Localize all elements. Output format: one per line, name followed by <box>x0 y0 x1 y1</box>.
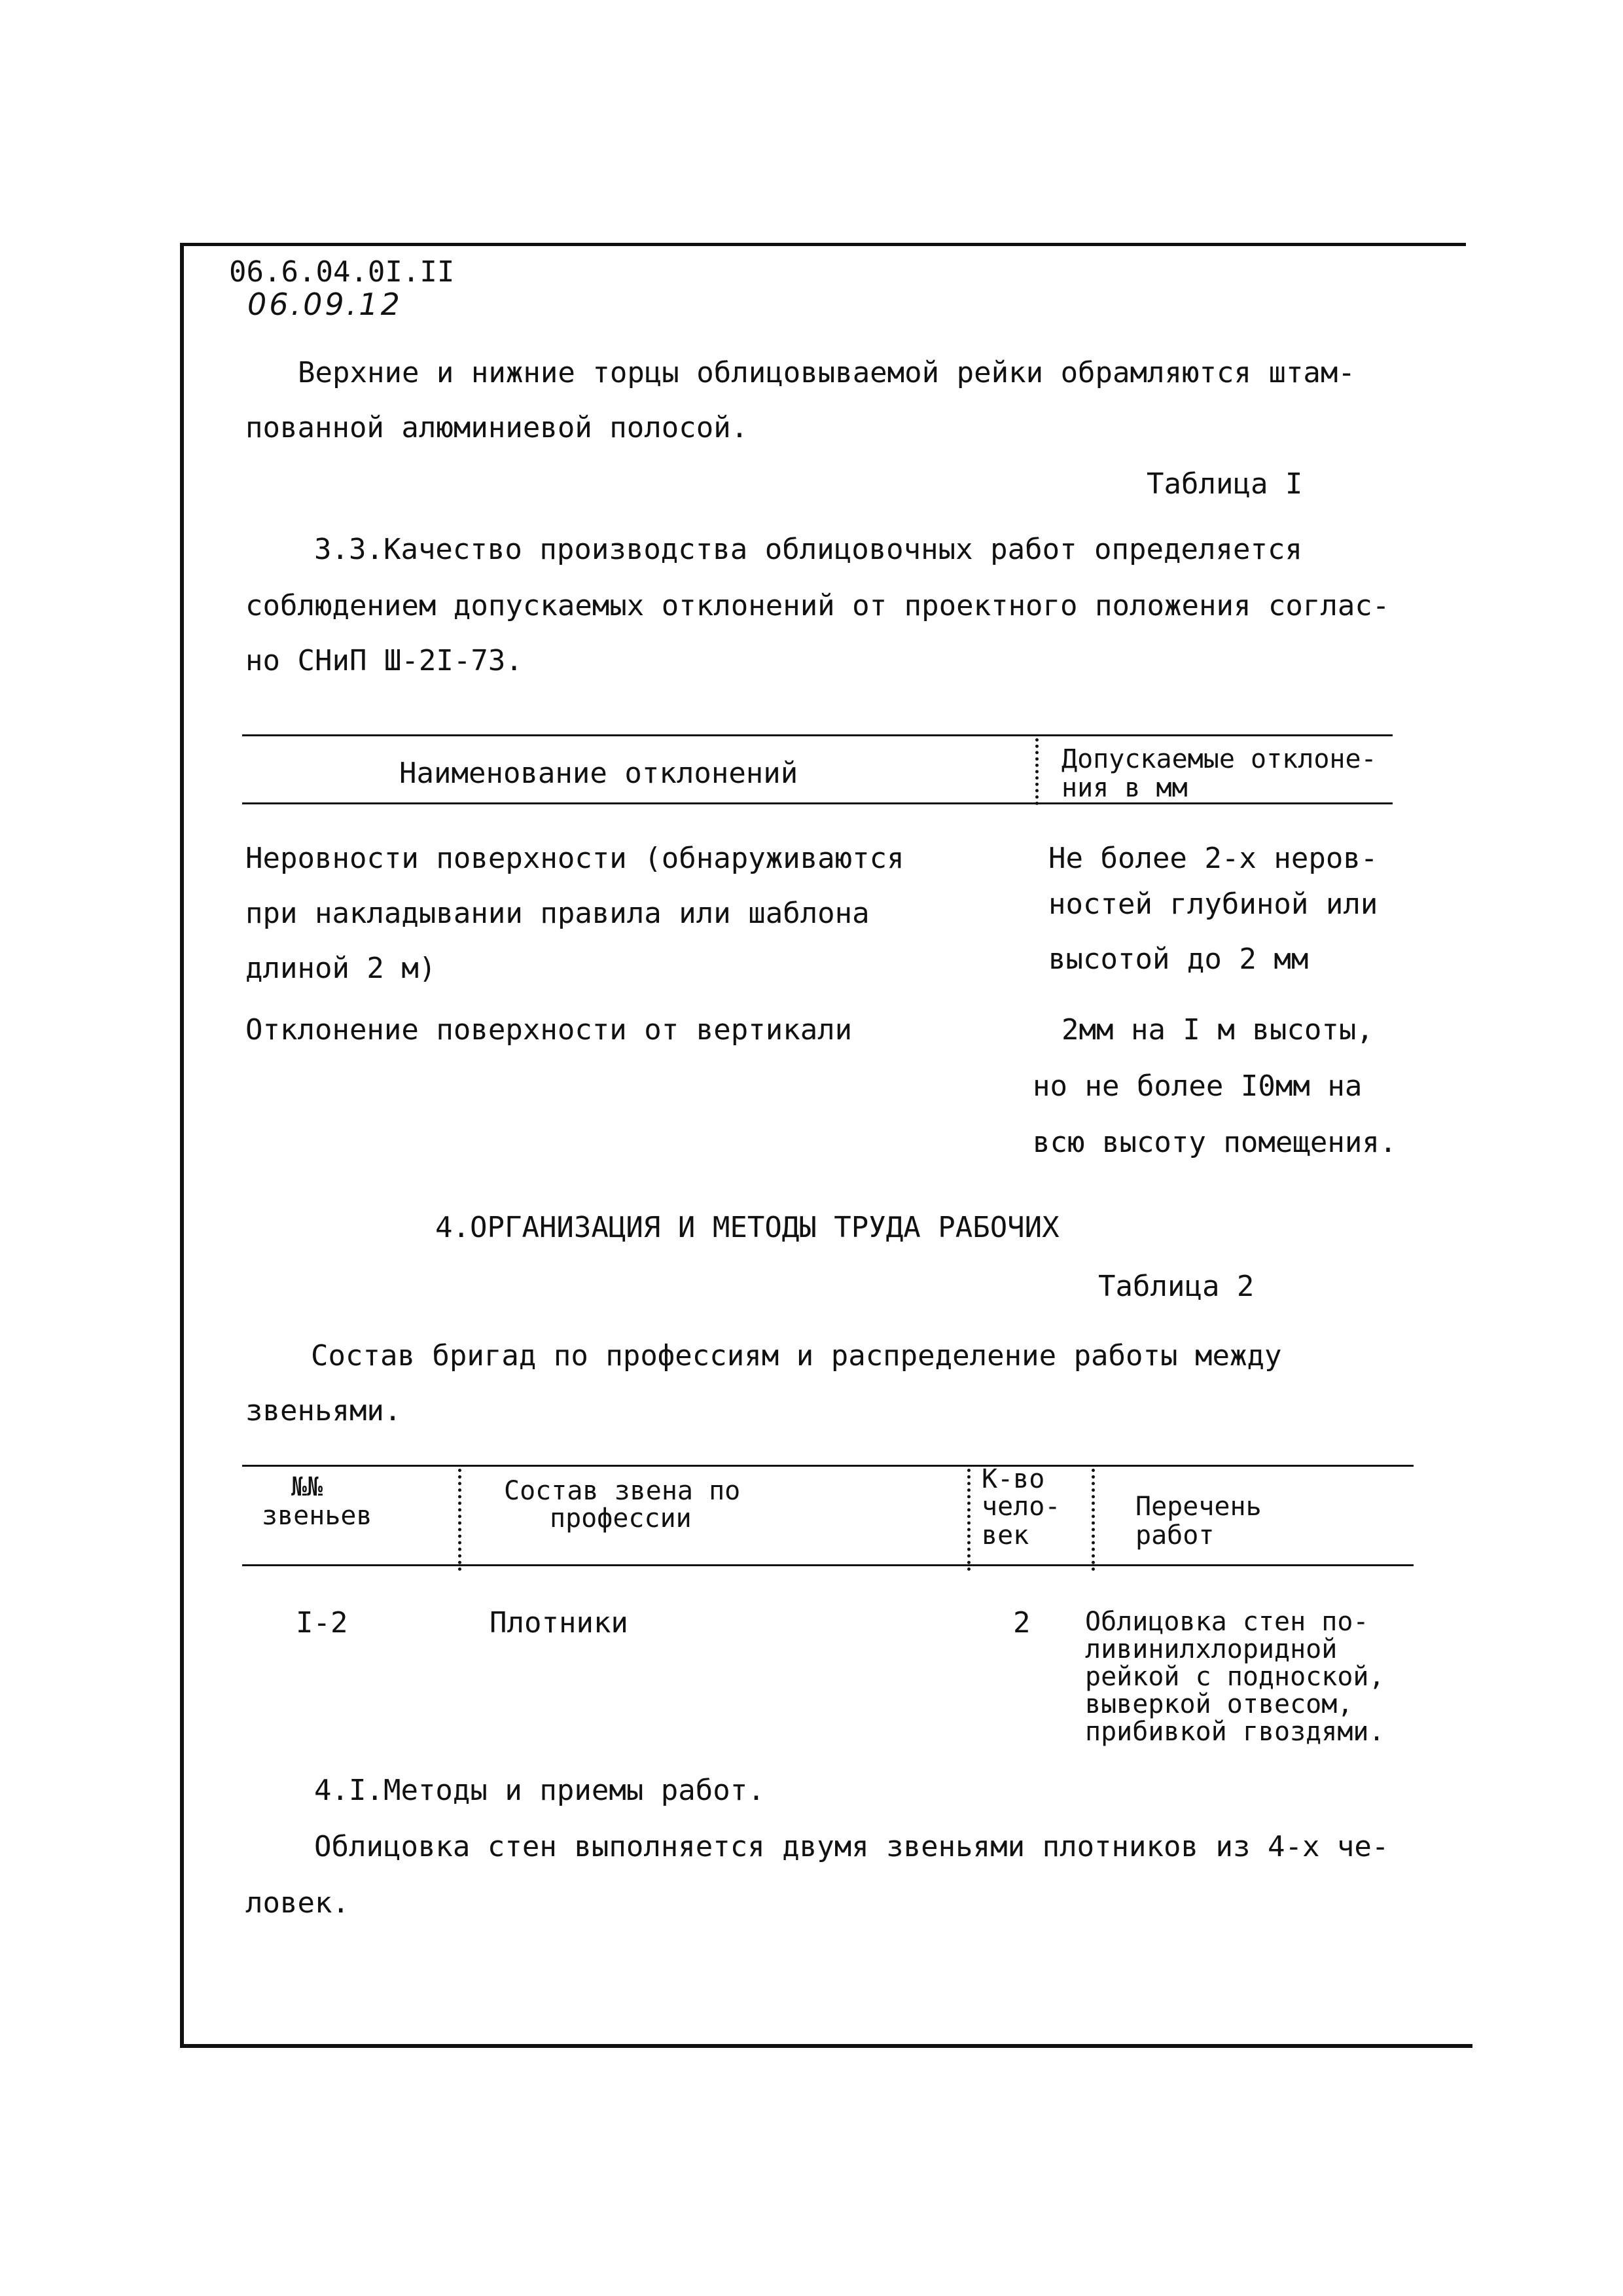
table-2-header-count-line-3: век <box>982 1520 1029 1551</box>
table-2-caption: Таблица 2 <box>1098 1270 1255 1303</box>
table-1-row-2-name-line-1: Отклонение поверхности от вертикали <box>245 1013 853 1047</box>
table-1-row-1-name-line-2: при накладывании правила или шаблона <box>245 897 870 930</box>
table-2-top-rule <box>242 1465 1414 1467</box>
table-2-row-work-line-1: Облицовка стен по- <box>1085 1607 1369 1637</box>
paragraph-3-3-line-2: соблюдением допускаемых отклонений от проектного положения соглас- <box>245 589 1390 622</box>
table-2-header-divider-3 <box>1092 1469 1100 1571</box>
table-2-row-profession: Плотники <box>490 1606 628 1640</box>
table-2-header-count-line-1: К-во <box>982 1464 1045 1494</box>
paragraph-3-3-line-3: но СНиП Ш-2I-73. <box>245 644 523 677</box>
table-1-row-2-value-line-2: но не более I0мм на <box>1033 1069 1363 1103</box>
table-2-header-composition-line-2: профессии <box>550 1503 692 1534</box>
page-frame-bottom-border <box>180 2044 1472 2048</box>
table-2-header-divider-2 <box>967 1469 976 1571</box>
section-4-paragraph-line-1: Состав бригад по профессиям и распределение работы между <box>311 1339 1282 1372</box>
table-2-header-rule <box>242 1564 1414 1566</box>
table-1-row-1-value-line-2: ностей глубиной или <box>1048 888 1378 921</box>
intro-line-2: пованной алюминиевой полосой. <box>245 411 749 444</box>
table-1-header-rule <box>242 802 1393 804</box>
page-frame-top-border <box>180 243 1466 246</box>
table-2-header-works-line-2: работ <box>1135 1520 1215 1551</box>
table-1-top-rule <box>242 734 1393 736</box>
table-1-row-1-name-line-1: Неровности поверхности (обнаруживаются <box>245 842 904 875</box>
table-1-header-name: Наименование отклонений <box>399 757 798 790</box>
table-2-header-count-line-2: чело- <box>982 1492 1061 1522</box>
table-1-row-2-value-line-3: всю высоту помещения. <box>1033 1126 1397 1159</box>
handwritten-code: 06.09.12 <box>247 287 402 322</box>
document-code: 06.6.04.0I.II <box>229 255 455 289</box>
table-1-row-1-value-line-3: высотой до 2 мм <box>1048 942 1309 976</box>
table-2-row-number: I-2 <box>296 1606 348 1640</box>
section-4-title: 4.ОРГАНИЗАЦИЯ И МЕТОДЫ ТРУДА РАБОЧИХ <box>435 1211 1060 1244</box>
section-4-1-line-1: Облицовка стен выполняется двумя звеньями плотников из 4-х че- <box>314 1830 1389 1863</box>
section-4-1-title: 4.I.Методы и приемы работ. <box>314 1774 765 1807</box>
table-2-row-count: 2 <box>1013 1606 1031 1640</box>
paragraph-3-3-line-1: 3.3.Качество производства облицовочных работ определяется <box>314 533 1302 566</box>
table-1-header-divider <box>1035 738 1044 805</box>
table-2-header-divider-1 <box>458 1469 467 1571</box>
intro-line-1: Верхние и нижние торцы облицовываемой рейки обрамляются штам- <box>298 356 1355 389</box>
table-1-header-tolerance-line-2: ния в мм <box>1061 773 1188 803</box>
table-2-row-work-line-2: ливинилхлоридной <box>1085 1634 1338 1664</box>
table-1-header-tolerance-line-1: Допускаемые отклоне- <box>1061 744 1377 774</box>
table-2-row-work-line-5: прибивкой гвоздями. <box>1085 1717 1385 1747</box>
table-2-header-number-line-1: №№ <box>291 1472 323 1502</box>
page-frame-left-border <box>180 243 184 2047</box>
section-4-1-line-2: ловек. <box>245 1886 349 1920</box>
table-2-header-works-line-1: Перечень <box>1135 1492 1262 1522</box>
table-2-row-work-line-3: рейкой с подноской, <box>1085 1662 1385 1692</box>
table-2-header-number-line-2: звеньев <box>262 1501 372 1531</box>
table-1-row-1-name-line-3: длиной 2 м) <box>245 952 437 985</box>
table-1-row-2-value-line-1: 2мм на I м высоты, <box>1061 1013 1374 1047</box>
table-1-caption: Таблица I <box>1147 467 1303 501</box>
table-2-row-work-line-4: выверкой отвесом, <box>1085 1689 1353 1719</box>
table-2-header-composition-line-1: Состав звена по <box>504 1476 741 1506</box>
section-4-paragraph-line-2: звеньями. <box>245 1394 402 1427</box>
table-1-row-1-value-line-1: Не более 2-х неров- <box>1048 842 1378 875</box>
